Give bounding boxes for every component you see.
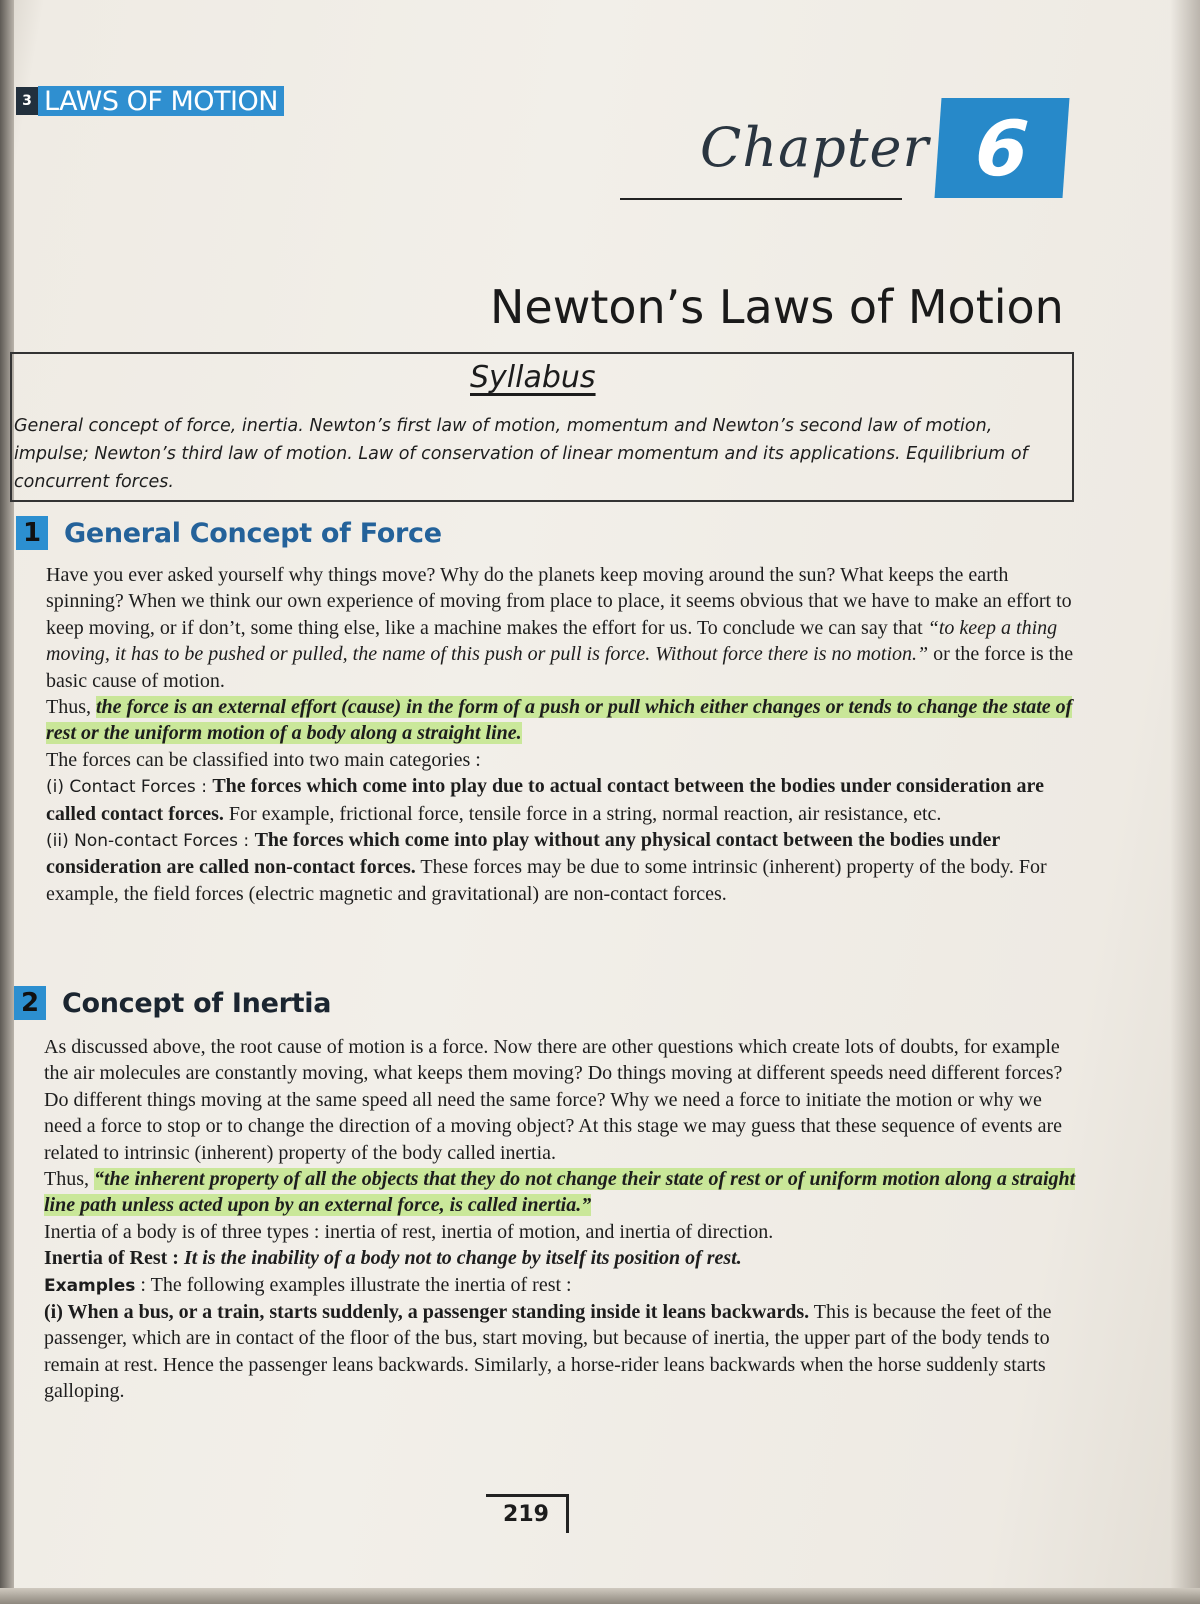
page-right-shadow — [1170, 0, 1200, 1604]
rest-definition: It is the inability of a body not to change by itself its position of rest. — [183, 1247, 742, 1270]
contact-bold: The forces which come into play due to actual contact between the bodies under consideration are called contact forces. — [46, 775, 1044, 825]
inertia-definition — [44, 1166, 1080, 1219]
contact-label: (i) Contact Forces : — [46, 777, 213, 798]
page-binding-edge — [0, 0, 14, 1604]
unit-number: 3 — [16, 87, 38, 115]
inertia-of-rest — [44, 1245, 1080, 1271]
page-bottom-edge — [0, 1588, 1200, 1604]
section-1-intro — [46, 562, 1076, 694]
unit-label: LAWS OF MOTION — [38, 86, 284, 116]
thus-label: Thus, — [46, 696, 96, 719]
thus-label-2: Thus, — [44, 1168, 94, 1191]
force-definition-highlight: the force is an external effort (cause) in the form of a push or pull which either changes or tends to change the state of rest or the uniform motion of a body along a straight line. — [46, 696, 1073, 745]
noncontact-label: (ii) Non-contact Forces : — [46, 831, 255, 852]
section-2-intro: As discussed above, the root cause of motion is a force. Now there are other questions which create lots of doubts, for example the air molecules are constantly moving, what keeps them moving? Do things moving at different speeds need different forces? Do different things moving at the same speed all need the same force? Why we need a force to initiate the motion or why we need a force to stop or to change the direction of a moving object? At this stage we may guess that these sequence of events are related to intrinsic (inherent) property of the body called inertia. — [44, 1036, 1063, 1164]
examples-line — [44, 1272, 1080, 1299]
example-1 — [44, 1299, 1080, 1405]
intro-text: Have you ever asked yourself why things move? Why do the planets keep moving around the sun? What keeps the earth spinning? When we think our own experience of moving from place to place, it seems obvious that we have to make an effort to keep moving, or if don’t, some thing else, like a machine makes the effort for us. To conclude we can say that — [46, 564, 1072, 639]
section-2-number: 2 — [14, 986, 46, 1020]
section-1-body — [46, 562, 1076, 907]
unit-tag — [16, 84, 284, 118]
section-2-title: Concept of Inertia — [62, 987, 332, 1019]
force-definition — [46, 694, 1076, 747]
contact-forces — [46, 773, 1076, 827]
example-1-rest: This is because the feet of the passenger, which are in contact of the floor of the bus, start moving, but because of inertia, the upper part of the body tends to remain at rest. Hence the passenger leans backwards. Similarly, a horse-rider leans backwards when the horse suddenly starts galloping. — [44, 1301, 1052, 1403]
noncontact-rest: These forces may be due to some intrinsic (inherent) property of the body. For example, the field forces (electric magnetic and gravitational) are non-contact forces. — [46, 856, 1047, 905]
inertia-definition-highlight: “the inherent property of all the objects that they do not change their state of rest or of uniform motion along a straight line path unless acted upon by an external force, is called inertia.” — [44, 1168, 1076, 1217]
noncontact-forces — [46, 827, 1076, 907]
inertia-types: Inertia of a body is of three types : inertia of rest, inertia of motion, and inertia of direction. — [44, 1220, 774, 1243]
examples-label: Examples — [44, 1275, 136, 1296]
intro-quote: “to keep a thing moving, it has to be pushed or pulled, the name of this push or pull is force. Without force there is no motion.” — [46, 616, 1058, 666]
noncontact-bold: The forces which come into play without any physical contact between the bodies under consideration are called non-contact forces. — [46, 829, 1000, 879]
classify-text: The forces can be classified into two main categories : — [46, 748, 481, 771]
page-number: 219 — [486, 1494, 569, 1533]
intro-end: or the force is the basic cause of motion. — [46, 643, 1074, 692]
example-1-bold: (i) When a bus, or a train, starts suddenly, a passenger standing inside it leans backwards. — [44, 1301, 810, 1324]
chapter-number: 6 — [935, 98, 1070, 198]
page-title: Newton’s Laws of Motion — [490, 280, 1064, 334]
examples-text: : The following examples illustrate the inertia of rest : — [135, 1273, 572, 1296]
section-1-title: General Concept of Force — [64, 517, 442, 549]
chapter-rule — [620, 198, 902, 200]
syllabus-text: General concept of force, inertia. Newton’s first law of motion, momentum and Newton’s second law of motion, impulse; Newton’s third law of motion. Law of conservation of linear momentum and its applications. Equilibrium of concurrent forces. — [14, 416, 1028, 492]
chapter-word: Chapter — [700, 116, 930, 179]
section-2-heading — [14, 986, 331, 1020]
syllabus-heading: Syllabus — [470, 360, 596, 395]
rest-label: Inertia of Rest : — [44, 1247, 184, 1270]
section-1-heading — [16, 516, 442, 550]
section-2-body — [44, 1034, 1080, 1405]
contact-rest: For example, frictional force, tensile force in a string, normal reaction, air resistance, etc. — [223, 802, 942, 825]
section-1-number: 1 — [16, 516, 48, 550]
